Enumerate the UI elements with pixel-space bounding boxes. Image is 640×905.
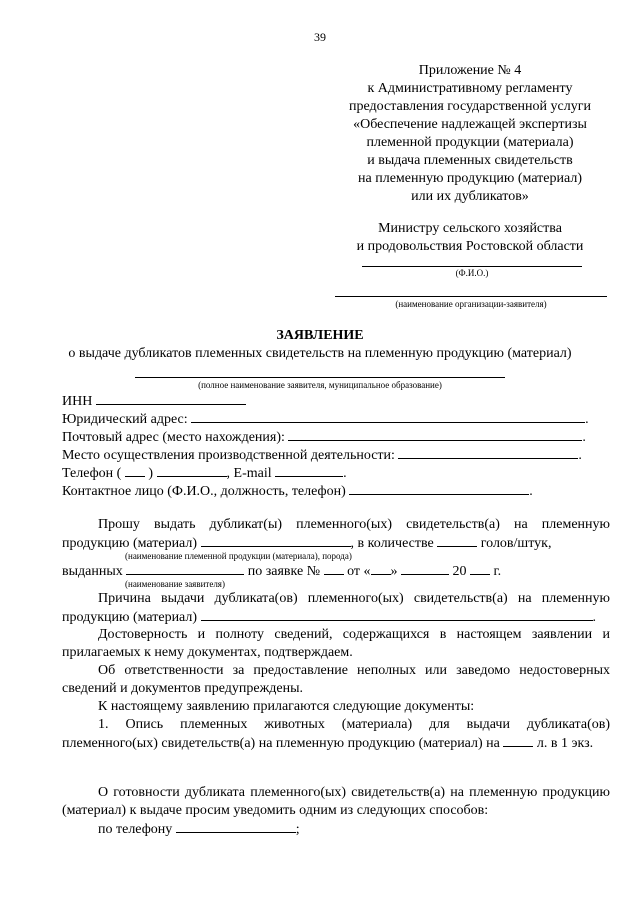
application-number-label: по заявке № [247,564,321,579]
org-line [335,296,607,297]
page-number: 39 [314,30,326,44]
reason-product-label: продукцию (материал) [62,610,198,625]
applicant-caption: (полное наименование заявителя, муниципальное образование) [198,380,442,390]
request-units-label: голов/штук, [480,536,552,551]
fio-line [362,266,582,267]
request-text: Прошу выдать дубликат(ы) племенного(ых) свидетельств(а) на племенную [98,517,610,532]
reason-text: Причина выдачи дубликата(ов) племенного(ых) свидетельств(а) на племенную [98,591,610,606]
appendix-line: к Административному регламенту [367,81,573,96]
addressee-line: и продовольствия Ростовской области [356,239,584,254]
issued-to-blank [126,562,244,575]
attachments-intro: К настоящему заявлению прилагаются следующие документы: [98,699,475,714]
inn-blank [96,392,246,405]
sheets-blank [503,734,533,747]
reason-blank [201,608,593,621]
request-quantity-label: , в количестве [350,536,434,551]
contact-label: Контактное лицо (Ф.И.О., должность, телефон) [62,484,346,499]
request-product-label: продукцию (материал) [62,536,198,551]
phone-label: Телефон ( [62,466,122,481]
postal-address-blank [288,428,582,441]
notify-phone-end: ; [295,822,300,837]
notify-phone-label: по телефону [98,822,173,837]
inn-row [62,392,246,411]
phone-close: ) [148,466,154,481]
legal-address-blank [191,410,585,423]
phone-row: Телефон ( ) , E-mail . [62,466,347,481]
appendix-line: «Обеспечение надлежащей экспертизы [353,117,587,132]
product-caption: (наименование племенной продукции (материала), порода) [125,551,352,561]
addressee [330,220,610,256]
application-number-blank [324,562,344,575]
activity-place-label: Место осуществления производственной деятельности: [62,448,395,463]
document-subtitle: о выдаче дубликатов племенных свидетельств на племенную продукцию (материал) [68,346,572,361]
quantity-blank [437,534,477,547]
confirmation-paragraph: Достоверность и полноту сведений, содержащихся в настоящем заявлении и прилагаемых к нему документах, подтверждаем. [62,627,610,660]
attachment-item-1 [62,716,610,753]
contact-blank [349,482,529,495]
org-caption: (наименование организации-заявителя) [395,299,547,309]
request-line-1 [98,516,610,534]
document-title: ЗАЯВЛЕНИЕ [276,328,364,343]
activity-place-blank [398,446,578,459]
issued-label: выданных [62,564,123,579]
appendix-line: предоставления государственной услуги [349,99,591,114]
notify-phone-blank [176,820,296,833]
addressee-line: Министру сельского хозяйства [378,221,562,236]
year-prefix: 20 [452,564,467,579]
notify-phone-row [98,820,300,839]
attachment-copies: л. в 1 экз. [536,736,594,751]
email-label: , E-mail [226,466,272,481]
appendix-line: или их дубликатов» [411,189,529,204]
appendix-line: племенной продукции (материала) [366,135,574,150]
applicant-name-caption: (наименование заявителя) [125,579,225,589]
appendix-line: Приложение № 4 [418,63,522,78]
reason-line-1 [98,590,610,608]
inn-label: ИНН [62,394,93,409]
product-blank [201,534,351,547]
date-from-label: от « [347,564,371,579]
postal-address-label: Почтовый адрес (место нахождения): [62,430,285,445]
legal-address-row: Юридический адрес: . [62,412,589,427]
month-blank [401,562,449,575]
appendix-line: и выдача племенных свидетельств [367,153,573,168]
notification-paragraph: О готовности дубликата племенного(ых) свидетельств(а) на племенную продукцию (материал) к выдаче просим уведомить одним из следующих способов: [62,785,610,818]
attachment-text: 1. Опись племенных животных (материала) для выдачи дубликата(ов) племенного(ых) свидетельств(а) на племенную продукцию (материал) на [62,717,610,751]
phone-code-blank [125,464,145,477]
contact-row: Контактное лицо (Ф.И.О., должность, телефон) . [62,484,533,499]
legal-address-label: Юридический адрес: [62,412,188,427]
postal-address-row: Почтовый адрес (место нахождения): . [62,430,586,445]
year-blank [470,562,490,575]
applicant-line [135,377,505,378]
responsibility-paragraph: Об ответственности за предоставление неполных или заведомо недостоверных сведений и документов предупреждены. [62,663,610,696]
day-blank [371,562,391,575]
date-quote-close: » [390,564,398,579]
activity-place-row: Место осуществления производственной деятельности: . [62,448,582,463]
email-blank [275,464,343,477]
phone-number-blank [157,464,227,477]
year-suffix: г. [493,564,502,579]
appendix-header [330,62,610,206]
appendix-line: на племенную продукцию (материал) [358,171,582,186]
fio-caption: (Ф.И.О.) [455,268,489,278]
reason-line-2: продукцию (материал) . [62,610,597,625]
